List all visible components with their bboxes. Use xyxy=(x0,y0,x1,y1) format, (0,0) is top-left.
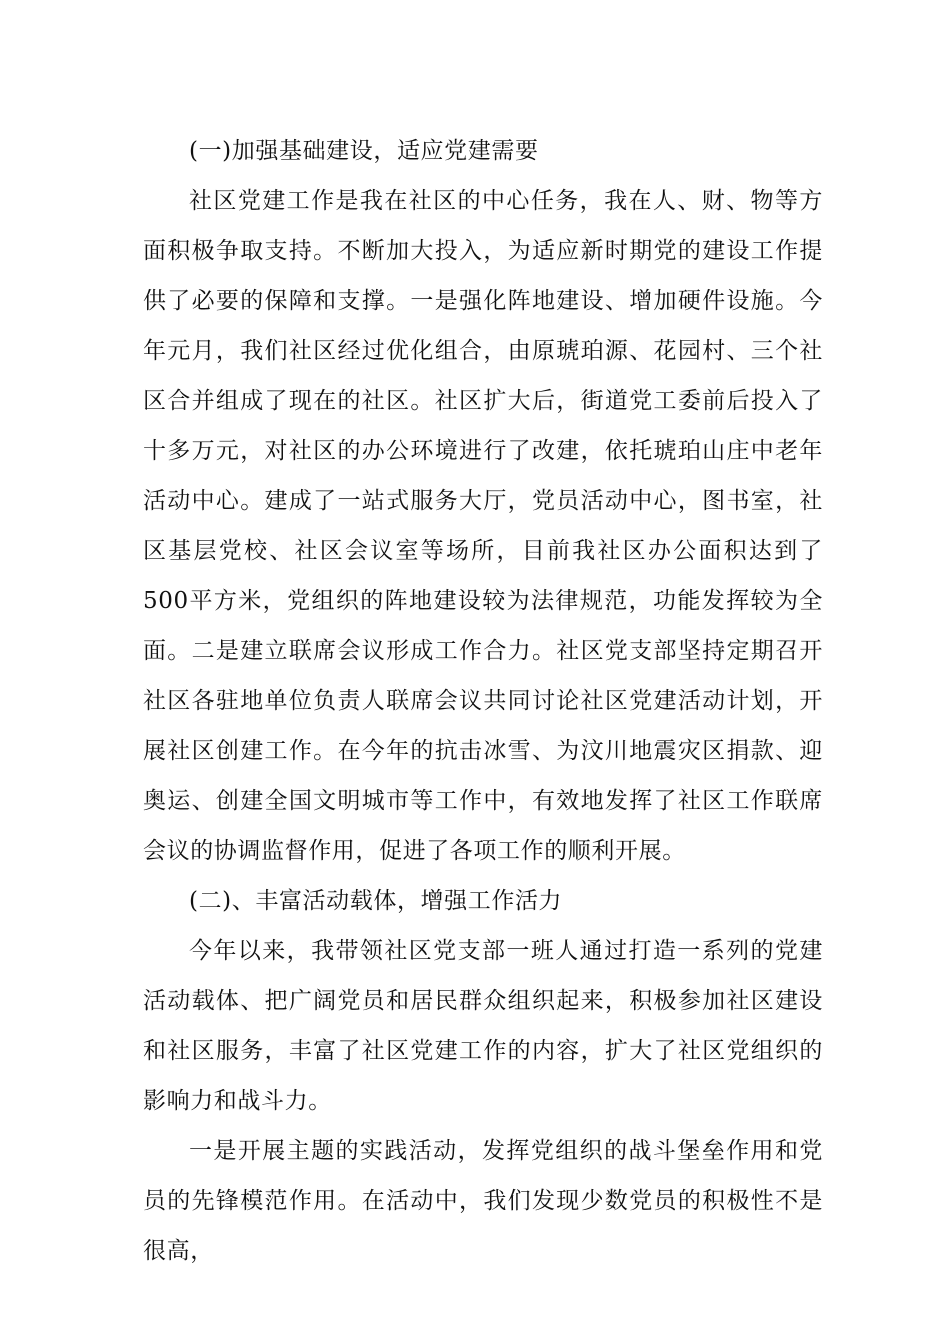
paragraph-1: 社区党建工作是我在社区的中心任务，我在人、财、物等方面积极争取支持。不断加大投入，为适应新时期党的建设工作提供了必要的保障和支撑。一是强化阵地建设、增加硬件设施。今年元月，我们社区经过优化组合，由原琥珀源、花园村、三个社区合并组成了现在的社区。社区扩大后，街道党工委前后投入了十多万元，对社区的办公环境进行了改建，依托琥珀山庄中老年活动中心。建成了一站式服务大厅，党员活动中心，图书室，社区基层党校、社区会议室等场所，目前我社区办公面积达到了500平方米，党组织的阵地建设较为法律规范，功能发挥较为全面。二是建立联席会议形成工作合力。社区党支部坚持定期召开社区各驻地单位负责人联席会议共同讨论社区党建活动计划，开展社区创建工作。在今年的抗击冰雪、为汶川地震灾区捐款、迎奥运、创建全国文明城市等工作中，有效地发挥了社区工作联席会议的协调监督作用，促进了各项工作的顺利开展。 xyxy=(143,188,823,864)
paragraph-2: 今年以来，我带领社区党支部一班人通过打造一系列的党建活动载体、把广阔党员和居民群众组织起来，积极参加社区建设和社区服务，丰富了社区党建工作的内容，扩大了社区党组织的影响力和战斗力。 xyxy=(143,938,823,1114)
section-heading-2: (二)、丰富活动载体，增强工作活力 xyxy=(189,888,563,914)
section-heading-1: (一)加强基础建设，适应党建需要 xyxy=(189,138,539,164)
document-page xyxy=(143,126,823,1276)
paragraph-3: 一是开展主题的实践活动，发挥党组织的战斗堡垒作用和党员的先锋模范作用。在活动中，我们发现少数党员的积极性不是很高， xyxy=(143,1138,823,1264)
